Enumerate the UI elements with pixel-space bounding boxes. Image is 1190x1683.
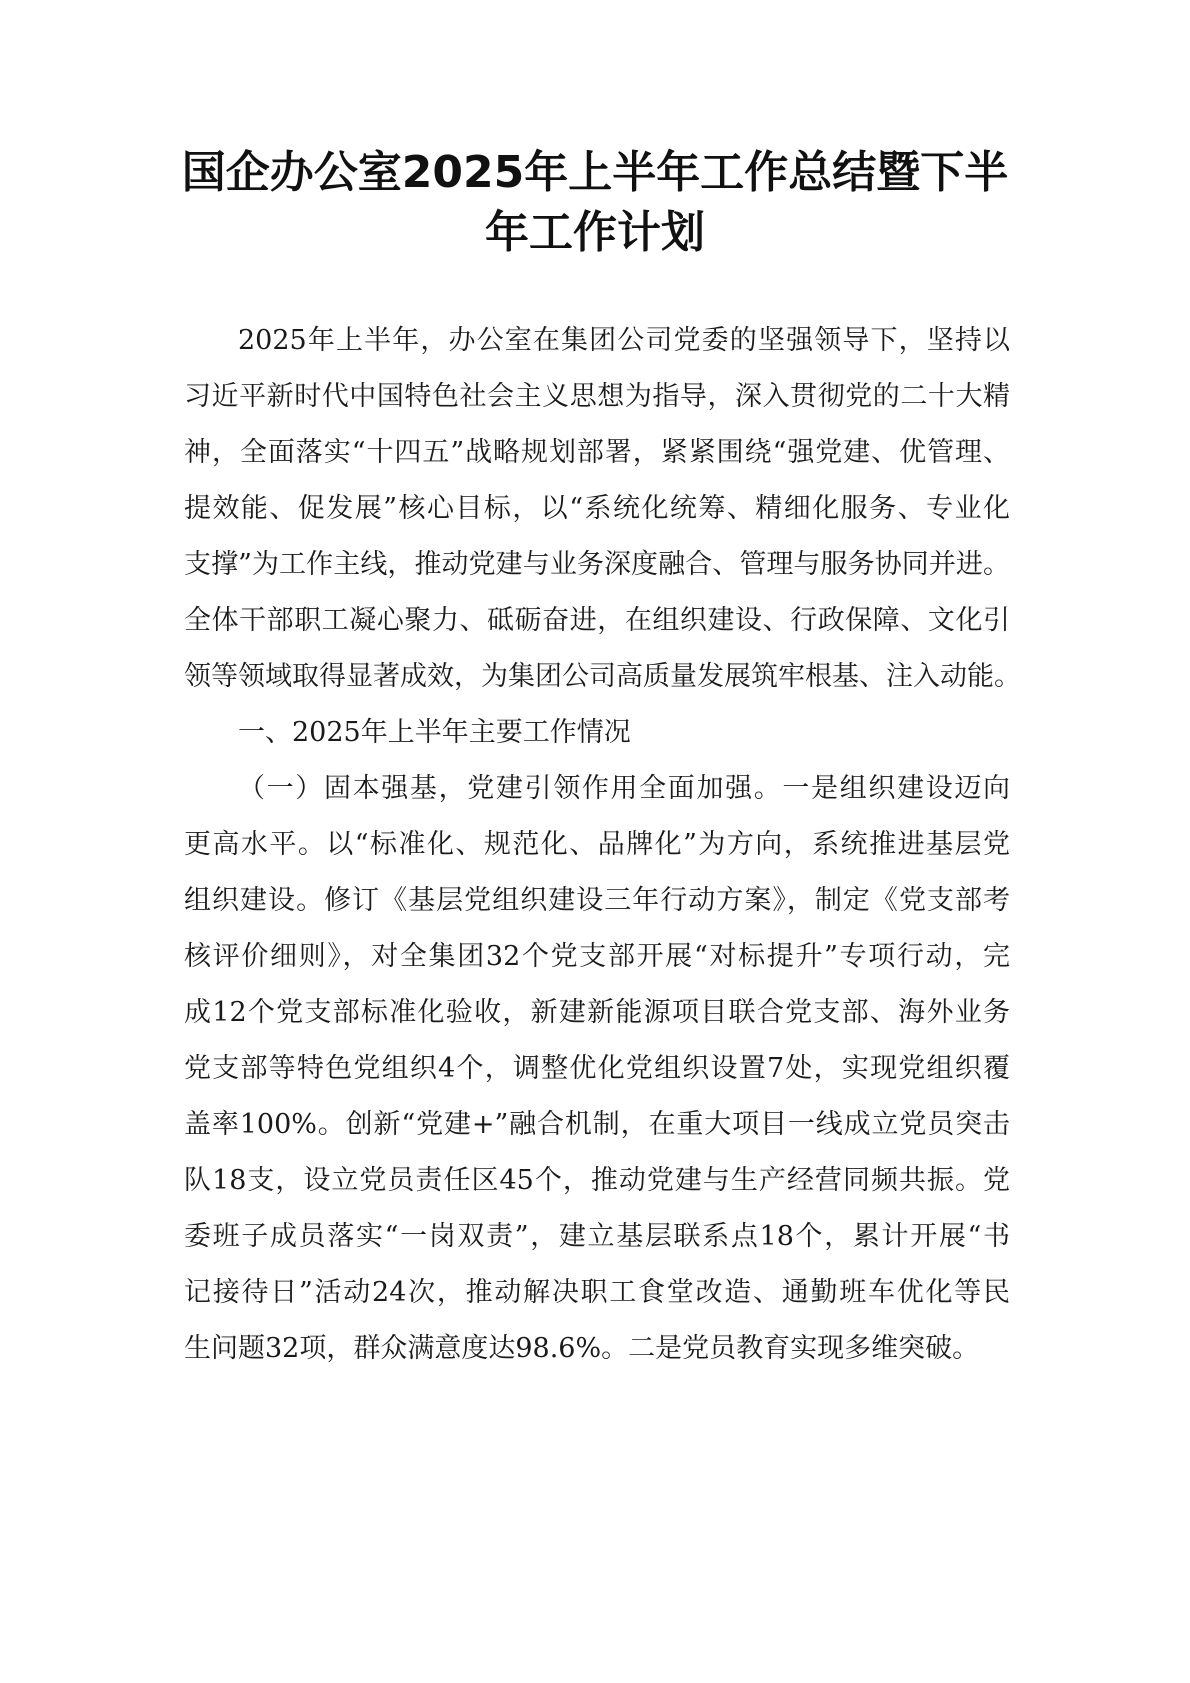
body-line: （一）固本强基，党建引领作用全面加强。一是组织建设迈向 (238, 773, 1010, 804)
intro-line: 提效能、促发展”核心目标，以“系统化统筹、精细化服务、专业化 (184, 493, 1010, 524)
body-line: 成12个党支部标准化验收，新建新能源项目联合党支部、海外业务 (184, 997, 1010, 1028)
document-title-line-2: 年工作计划 (485, 207, 705, 258)
intro-line: 习近平新时代中国特色社会主义思想为指导，深入贯彻党的二十大精 (184, 381, 1010, 412)
document-title-line-1: 国企办公室2025年上半年工作总结暨下半 (181, 147, 1009, 198)
body-line: 党支部等特色党组织4个，调整优化党组织设置7处，实现党组织覆 (184, 1053, 1010, 1084)
intro-line: 领等领域取得显著成效，为集团公司高质量发展筑牢根基、注入动能。 (184, 661, 1021, 692)
body-line: 核评价细则》，对全集团32个党支部开展“对标提升”专项行动，完 (184, 941, 1010, 972)
body-line: 更高水平。以“标准化、规范化、品牌化”为方向，系统推进基层党 (184, 829, 1010, 860)
body-line: 队18支，设立党员责任区45个，推动党建与生产经营同频共振。党 (184, 1165, 1010, 1196)
section-heading: 一、2025年上半年主要工作情况 (238, 717, 631, 748)
body-line: 盖率100%。创新“党建+”融合机制，在重大项目一线成立党员突击 (184, 1109, 1010, 1140)
body-line: 记接待日”活动24次，推动解决职工食堂改造、通勤班车优化等民 (184, 1277, 1010, 1308)
body-line: 组织建设。修订《基层党组织建设三年行动方案》，制定《党支部考 (184, 885, 1010, 916)
intro-line: 2025年上半年，办公室在集团公司党委的坚强领导下，坚持以 (238, 325, 1010, 356)
intro-line: 全体干部职工凝心聚力、砥砺奋进，在组织建设、行政保障、文化引 (184, 605, 1010, 636)
body-line: 委班子成员落实“一岗双责”，建立基层联系点18个，累计开展“书 (184, 1221, 1010, 1252)
body-line: 生问题32项，群众满意度达98.6%。二是党员教育实现多维突破。 (184, 1333, 980, 1364)
intro-line: 神，全面落实“十四五”战略规划部署，紧紧围绕“强党建、优管理、 (184, 437, 1010, 468)
intro-line: 支撑”为工作主线，推动党建与业务深度融合、管理与服务协同并进。 (184, 549, 1010, 580)
